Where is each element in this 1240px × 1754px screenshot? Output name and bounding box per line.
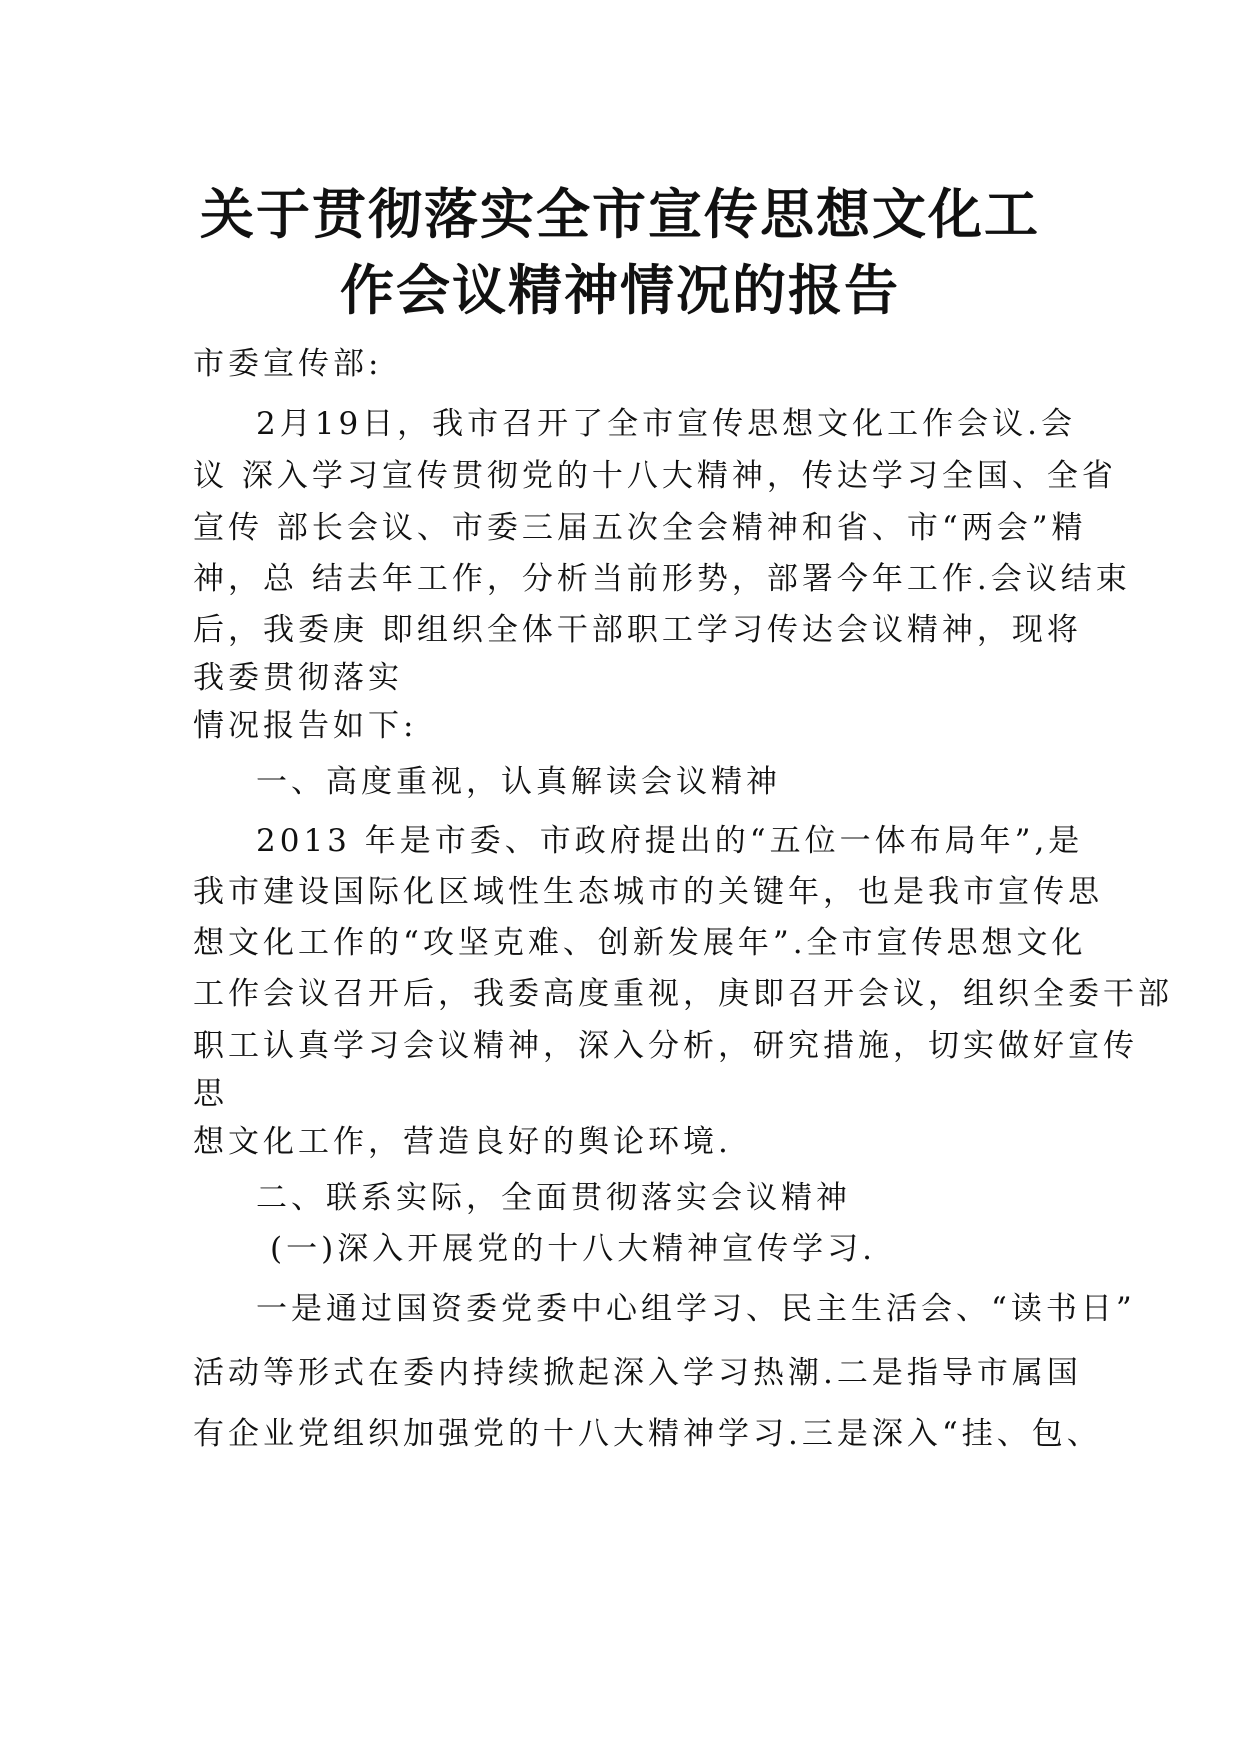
document-title-line-1: 关于贯彻落实全市宣传思想文化工 xyxy=(200,183,1040,246)
paragraph-1-line: 议 深入学习宣传贯彻党的十八大精神，传达学习全国、全省 xyxy=(193,458,1117,494)
paragraph-2-line: 工作会议召开后，我委高度重视，庚即召开会议，组织全委干部 xyxy=(193,976,1173,1012)
paragraph-3-line: 活动等形式在委内持续掀起深入学习热潮.二是指导市属国 xyxy=(193,1355,1082,1391)
section-heading-1: 一、高度重视，认真解读会议精神 xyxy=(256,764,781,800)
paragraph-1-line: 宣传 部长会议、市委三届五次全会精神和省、市“两会”精 xyxy=(193,510,1087,546)
paragraph-2-line: 想文化工作，营造良好的舆论环境. xyxy=(193,1124,732,1160)
paragraph-2-line: 我市建设国际化区域性生态城市的关键年，也是我市宣传思 xyxy=(193,874,1103,910)
paragraph-1-line: 后，我委庚 即组织全体干部职工学习传达会议精神，现将 xyxy=(193,612,1082,648)
paragraph-2-line: 职工认真学习会议精神，深入分析，研究措施，切实做好宣传 xyxy=(193,1028,1138,1064)
paragraph-1-line: 我委贯彻落实 xyxy=(193,660,403,696)
salutation: 市委宣传部: xyxy=(193,346,383,382)
paragraph-3-line: 一是通过国资委党委中心组学习、民主生活会、“读书日” xyxy=(256,1291,1136,1327)
paragraph-1-line: 情况报告如下: xyxy=(193,708,418,744)
document-title-line-2: 作会议精神情况的报告 xyxy=(340,259,900,322)
paragraph-1-line: 2月19日，我市召开了全市宣传思想文化工作会议.会 xyxy=(256,406,1077,442)
paragraph-1-line: 神，总 结去年工作，分析当前形势，部署今年工作.会议结束 xyxy=(193,561,1131,597)
subsection-heading-1: (一)深入开展党的十八大精神宣传学习. xyxy=(270,1231,877,1267)
paragraph-2-line: 2013 年是市委、市政府提出的“五位一体布局年”,是 xyxy=(256,823,1084,859)
paragraph-2-line: 思 xyxy=(193,1076,228,1112)
section-heading-2: 二、联系实际，全面贯彻落实会议精神 xyxy=(256,1180,851,1216)
paragraph-3-line: 有企业党组织加强党的十八大精神学习.三是深入“挂、包、 xyxy=(193,1416,1102,1452)
paragraph-2-line: 想文化工作的“攻坚克难、创新发展年”.全市宣传思想文化 xyxy=(193,925,1087,961)
